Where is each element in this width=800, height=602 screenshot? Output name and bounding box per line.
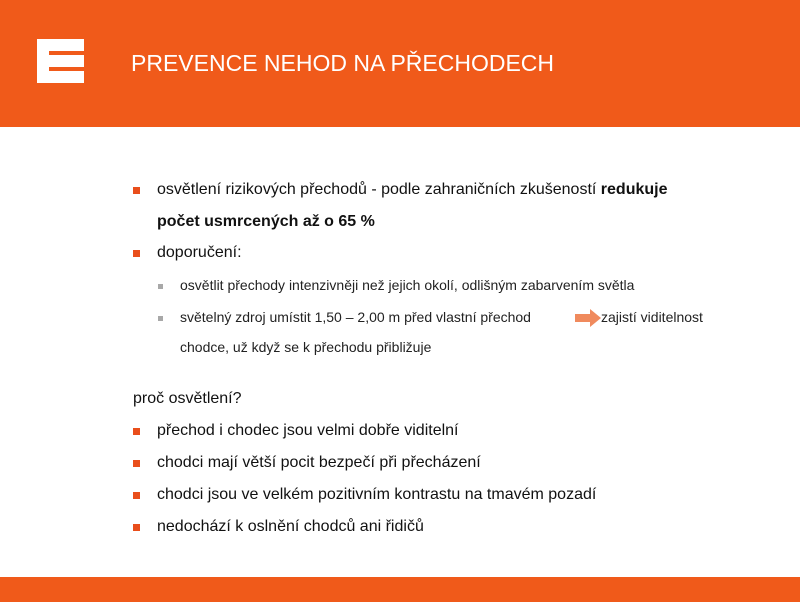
why-item-2: chodci mají větší pocit bezpečí při přecházení (157, 454, 481, 471)
footer-bar (0, 577, 800, 602)
bullet-marker (133, 250, 140, 257)
why-item-4: nedochází k oslnění chodců ani řidičů (157, 518, 424, 535)
arrow-right-icon (575, 309, 601, 327)
bullet-marker (133, 187, 140, 194)
bullet-marker (133, 460, 140, 467)
logo-icon (37, 39, 84, 83)
sub-bullet-marker (158, 284, 163, 289)
bullet-1-line-1 (157, 181, 667, 199)
sub-bullet-marker (158, 316, 163, 321)
page-title: PREVENCE NEHOD NA PŘECHODECH (131, 50, 555, 76)
bullet-1-line-2: počet usmrcených až o 65 % (157, 213, 375, 230)
bullet-marker (133, 428, 140, 435)
sub-bullet-2-after: zajistí viditelnost (601, 309, 703, 325)
bullet-1-text: osvětlení rizikových přechodů - podle zahraničních zkušeností (157, 181, 601, 198)
why-heading: proč osvětlení? (133, 390, 242, 407)
bullet-1-bold: redukuje (600, 181, 668, 198)
why-item-1: přechod i chodec jsou velmi dobře viditelní (157, 422, 459, 439)
sub-bullet-2-line-2: chodce, už když se k přechodu přibližuje (180, 339, 432, 355)
sub-bullet-2-text: světelný zdroj umístit 1,50 – 2,00 m před vlastní přechod (180, 309, 531, 325)
header-bar (0, 0, 800, 127)
sub-bullet-1-text: osvětlit přechody intenzivněji než jejich okolí, odlišným zabarvením světla (180, 277, 635, 293)
bullet-2-text: doporučení: (157, 244, 242, 261)
bullet-marker (133, 492, 140, 499)
bullet-marker (133, 524, 140, 531)
why-item-3: chodci jsou ve velkém pozitivním kontrastu na tmavém pozadí (157, 486, 597, 503)
